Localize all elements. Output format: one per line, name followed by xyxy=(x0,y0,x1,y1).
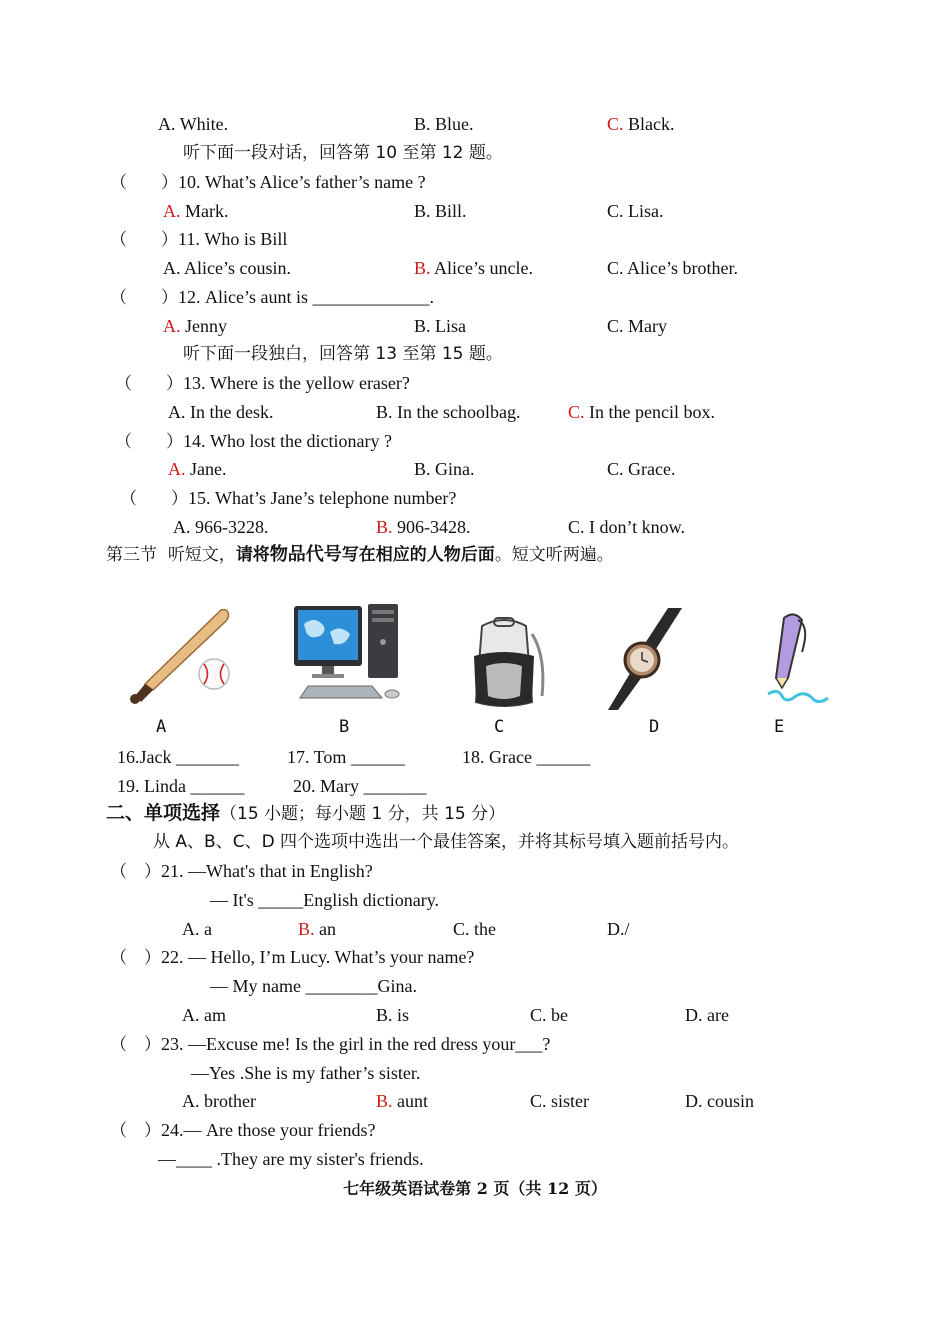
page-footer: 七年级英语试卷第 2 页（共 12 页） xyxy=(343,1179,607,1198)
q21-option-d: D./ xyxy=(607,919,630,939)
fill-17-tom: 17. Tom ______ xyxy=(287,747,405,767)
q10-option-b: B. Bill. xyxy=(414,201,467,221)
q9-option-c: C. Black. xyxy=(607,114,675,134)
fill-20-mary: 20. Mary _______ xyxy=(293,776,427,796)
q9-option-b: B. Blue. xyxy=(414,114,474,134)
q21-option-c: C. the xyxy=(453,919,497,939)
q11-option-a: A. Alice’s cousin. xyxy=(163,258,291,278)
q12-option-a: A. Jenny xyxy=(163,316,227,336)
q23-reply: —Yes .She is my father’s sister. xyxy=(191,1063,421,1083)
q12-option-c: C. Mary xyxy=(607,316,668,336)
q22-reply: — My name ________Gina. xyxy=(210,976,417,996)
q13-option-c: C. In the pencil box. xyxy=(568,402,715,422)
question-23: （ ）23. —Excuse me! Is the girl in the red dress your___? xyxy=(110,1034,551,1055)
part-2-heading: 二、单项选择（15 小题；每小题 1 分，共 15 分） xyxy=(106,802,506,824)
q22-option-b: B. is xyxy=(376,1005,410,1025)
question-15: （ ）15. What’s Jane’s telephone number? xyxy=(120,488,457,509)
question-24: （ ）24.— Are those your friends? xyxy=(110,1120,376,1141)
q24-reply: —____ .They are my sister's friends. xyxy=(158,1149,424,1169)
baseball-bat-icon xyxy=(125,604,235,708)
q23-option-b: B. aunt xyxy=(376,1091,429,1111)
q21-option-b: B. an xyxy=(298,919,337,939)
picture-label-d: D xyxy=(649,717,660,737)
fill-16-jack: 16.Jack _______ xyxy=(117,747,239,767)
picture-label-a: A xyxy=(156,717,167,737)
fill-18-grace: 18. Grace ______ xyxy=(462,747,591,767)
q22-option-d: D. are xyxy=(685,1005,729,1025)
q10-option-c: C. Lisa. xyxy=(607,201,664,221)
q21-option-a: A. a xyxy=(182,919,212,939)
q14-option-b: B. Gina. xyxy=(414,459,475,479)
fill-19-linda: 19. Linda ______ xyxy=(117,776,245,796)
q23-option-c: C. sister xyxy=(530,1091,590,1111)
q15-option-a: A. 966-3228. xyxy=(173,517,269,537)
q23-option-d: D. cousin xyxy=(685,1091,754,1111)
part-2-instruction: 从 A、B、C、D 四个选项中选出一个最佳答案，并将其标号填入题前括号内。 xyxy=(153,832,740,852)
q22-option-a: A. am xyxy=(182,1005,226,1025)
q23-option-a: A. brother xyxy=(182,1091,256,1111)
pen-icon xyxy=(764,612,830,712)
backpack-icon xyxy=(464,616,550,710)
picture-label-e: E xyxy=(774,717,785,737)
q14-option-c: C. Grace. xyxy=(607,459,676,479)
q21-reply: — It's _____English dictionary. xyxy=(210,890,440,910)
q13-option-b: B. In the schoolbag. xyxy=(376,402,521,422)
section-3-heading: 第三节 听短文，请将物品代号写在相应的人物后面。短文听两遍。 xyxy=(106,544,614,565)
question-11: （ ）11. Who is Bill xyxy=(110,229,288,250)
computer-icon xyxy=(292,602,404,710)
question-14: （ ）14. Who lost the dictionary ? xyxy=(115,431,392,452)
watch-icon xyxy=(608,608,688,710)
picture-label-c: C xyxy=(494,717,505,737)
question-22: （ ）22. — Hello, I’m Lucy. What’s your name? xyxy=(110,947,475,968)
q12-option-b: B. Lisa xyxy=(414,316,467,336)
q22-option-c: C. be xyxy=(530,1005,569,1025)
question-10: （ ）10. What’s Alice’s father’s name ? xyxy=(110,172,426,193)
q15-option-b: B. 906-3428. xyxy=(376,517,471,537)
question-12: （ ）12. Alice’s aunt is _____________. xyxy=(110,287,434,308)
picture-label-b: B xyxy=(339,717,350,737)
q11-option-c: C. Alice’s brother. xyxy=(607,258,739,278)
question-21: （ ）21. —What's that in English? xyxy=(110,861,373,882)
intro-10-12: 听下面一段对话，回答第 10 至第 12 题。 xyxy=(183,143,503,163)
q14-option-a: A. Jane. xyxy=(168,459,227,479)
q11-option-b: B. Alice’s uncle. xyxy=(414,258,533,278)
q13-option-a: A. In the desk. xyxy=(168,402,274,422)
q10-option-a: A. Mark. xyxy=(163,201,229,221)
q15-option-c: C. I don’t know. xyxy=(568,517,686,537)
intro-13-15: 听下面一段独白，回答第 13 至第 15 题。 xyxy=(183,344,503,364)
q9-option-a: A. White. xyxy=(158,114,229,134)
question-13: （ ）13. Where is the yellow eraser? xyxy=(115,373,410,394)
